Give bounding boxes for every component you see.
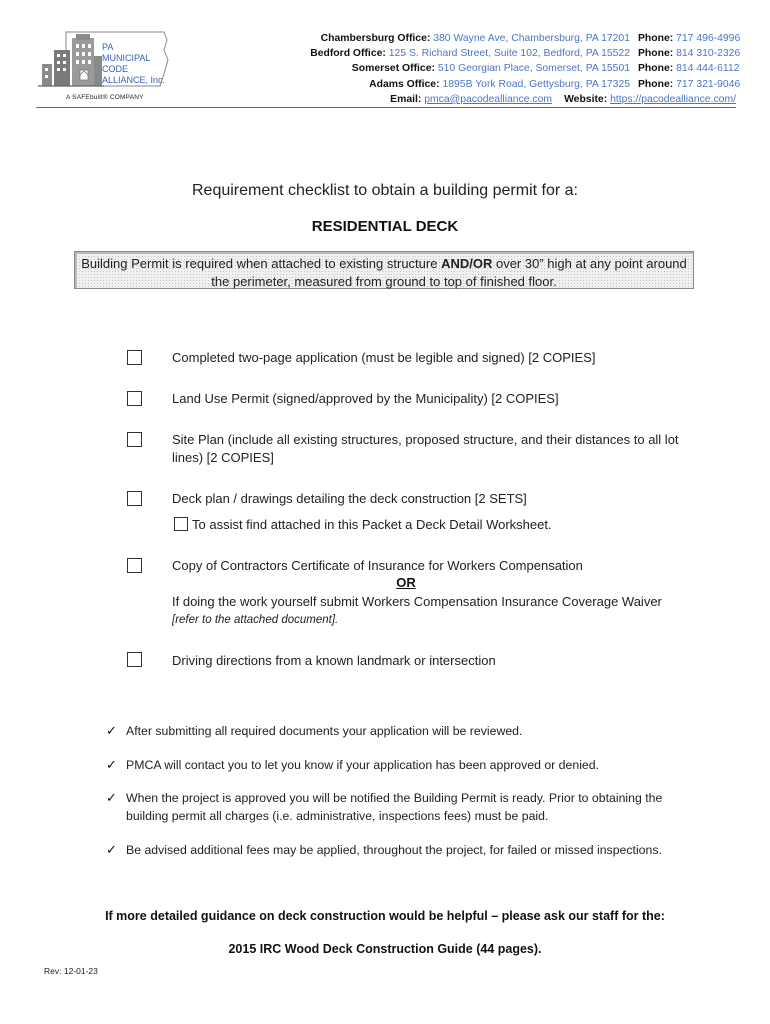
checklist-item: Deck plan / drawings detailing the deck construction [2 SETS] <box>172 491 527 506</box>
contact-row: Email: pmca@pacodealliance.com Website: https://pacodealliance.com/ <box>390 93 736 105</box>
checkbox-deck-worksheet[interactable] <box>174 517 188 531</box>
or-divider: OR <box>396 575 416 590</box>
revision-date: Rev: 12-01-23 <box>44 966 98 976</box>
checklist-item: Copy of Contractors Certificate of Insurance for Workers Compensation <box>172 558 583 573</box>
checkmark-icon: ✓ <box>106 790 117 805</box>
office-row: Adams Office: 1895B York Road, Gettysburg, PA 17325 Phone: 717 321-9046 <box>369 78 741 90</box>
checklist-item: Driving directions from a known landmark or intersection <box>172 653 496 668</box>
company-logo <box>36 26 186 110</box>
permit-notice: Building Permit is required when attached to existing structure AND/OR over 30” high at any point around the perimeter, measured from ground to top of finished floor. <box>74 251 694 289</box>
checklist-subitem: To assist find attached in this Packet a Deck Detail Worksheet. <box>174 516 552 534</box>
checklist-item: Land Use Permit (signed/approved by the Municipality) [2 COPIES] <box>172 391 559 406</box>
checkmark-icon: ✓ <box>106 723 117 738</box>
office-row: Somerset Office: 510 Georgian Place, Somerset, PA 15501 Phone: 814 444-6112 <box>351 63 740 75</box>
checklist-item: Completed two-page application (must be legible and signed) [2 COPIES] <box>172 350 596 365</box>
checkbox-deck-plan[interactable] <box>127 491 142 506</box>
checkmark-icon: ✓ <box>106 757 117 772</box>
checkbox-application[interactable] <box>127 350 142 365</box>
guide-title: 2015 IRC Wood Deck Construction Guide (44 pages). <box>228 942 542 956</box>
office-row: Bedford Office: 125 S. Richard Street, Suite 102, Bedford, PA 15522 Phone: 814 310-2326 <box>310 48 741 60</box>
checkbox-land-use[interactable] <box>127 391 142 406</box>
page-title: RESIDENTIAL DECK <box>311 218 459 235</box>
checkbox-site-plan[interactable] <box>127 432 142 447</box>
office-row: Chambersburg Office: 380 Wayne Ave, Chambersburg, PA 17201 Phone: 717 496-4996 <box>320 33 741 44</box>
page-subtitle: Requirement checklist to obtain a building permit for a: <box>192 182 578 199</box>
note-item: After submitting all required documents your application will be reviewed. <box>126 724 523 738</box>
email-link[interactable]: pmca@pacodealliance.com <box>424 93 553 105</box>
note-item: Be advised additional fees may be applied, throughout the project, for failed or missed inspections. <box>126 843 662 857</box>
guidance-text: If more detailed guidance on deck construction would be helpful – please ask our staff for the: <box>105 909 665 923</box>
checkmark-icon: ✓ <box>106 842 117 857</box>
header-divider <box>36 107 736 108</box>
note-item: When the project is approved you will be notified the Building Permit is ready. Prior to obtaining the building permit all charges (i.e. administrative, inspections fees) must be paid. <box>126 791 663 823</box>
note-item: PMCA will contact you to let you know if your application has been approved or denied. <box>126 758 600 772</box>
checklist-reference: [refer to the attached document]. <box>172 614 339 626</box>
office-contacts <box>310 31 741 107</box>
logo-text: PA MUNICIPAL CODE ALLIANCE, Inc. <box>102 42 166 85</box>
logo-tagline: A SAFEbuilt® COMPANY <box>66 94 144 101</box>
checkbox-insurance[interactable] <box>127 558 142 573</box>
website-link[interactable]: https://pacodealliance.com/ <box>610 93 736 105</box>
checklist-item: Site Plan (include all existing structures, proposed structure, and their distances to all lot lines) [2 COPIES] <box>172 432 679 465</box>
checkbox-directions[interactable] <box>127 652 142 667</box>
checklist-item-alt: If doing the work yourself submit Workers Compensation Insurance Coverage Waiver <box>172 594 662 609</box>
